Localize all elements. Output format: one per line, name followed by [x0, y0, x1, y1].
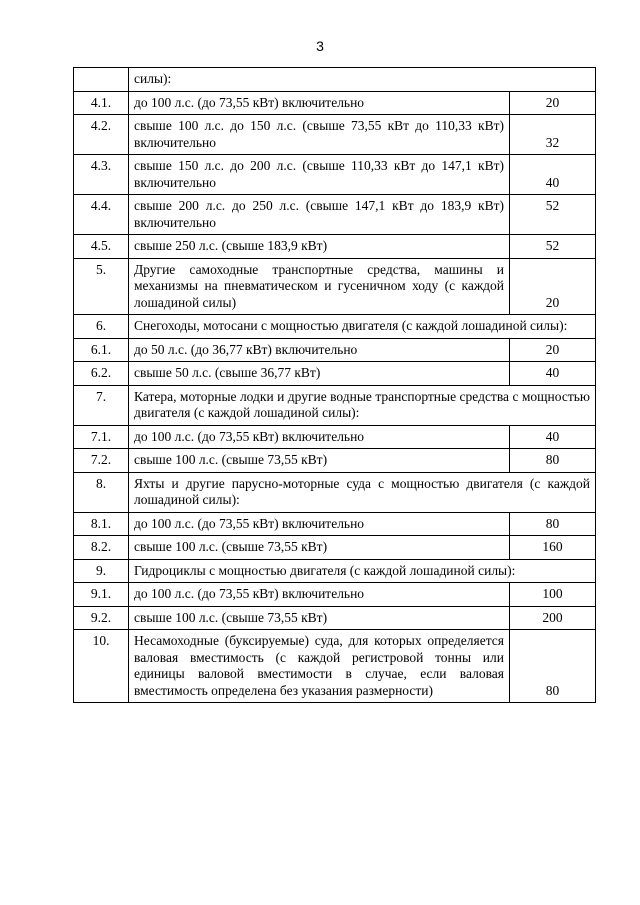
- row-number: 8.2.: [74, 536, 129, 560]
- row-description: Яхты и другие парусно-моторные суда с мощностью двигателя (с каждой лошадиной силы):: [129, 472, 596, 512]
- row-rate: 20: [510, 258, 596, 315]
- table-row: [74, 68, 596, 92]
- row-description: свыше 50 л.с. (свыше 36,77 кВт): [129, 362, 510, 386]
- row-number: 4.2.: [74, 115, 129, 155]
- tax-rate-table: [73, 67, 596, 703]
- row-number: [74, 68, 129, 92]
- row-rate: 80: [510, 630, 596, 703]
- row-description: свыше 150 л.с. до 200 л.с. (свыше 110,33 кВт до 147,1 кВт) включительно: [129, 155, 510, 195]
- table-row: [74, 425, 596, 449]
- row-rate: 40: [510, 425, 596, 449]
- row-rate: 40: [510, 362, 596, 386]
- row-number: 4.3.: [74, 155, 129, 195]
- row-number: 8.1.: [74, 512, 129, 536]
- row-number: 7.: [74, 385, 129, 425]
- table-row: [74, 449, 596, 473]
- row-rate: 200: [510, 606, 596, 630]
- row-number: 7.1.: [74, 425, 129, 449]
- row-description: свыше 100 л.с. (свыше 73,55 кВт): [129, 449, 510, 473]
- row-description: свыше 250 л.с. (свыше 183,9 кВт): [129, 235, 510, 259]
- row-number: 7.2.: [74, 449, 129, 473]
- table-row: [74, 235, 596, 259]
- table-row: [74, 512, 596, 536]
- row-description: силы):: [129, 68, 596, 92]
- row-number: 4.4.: [74, 195, 129, 235]
- table-row: [74, 472, 596, 512]
- row-description: свыше 100 л.с. до 150 л.с. (свыше 73,55 кВт до 110,33 кВт) включительно: [129, 115, 510, 155]
- row-number: 6.1.: [74, 338, 129, 362]
- table-row: [74, 115, 596, 155]
- table-row: [74, 630, 596, 703]
- row-rate: 40: [510, 155, 596, 195]
- row-rate: 52: [510, 195, 596, 235]
- table-row: [74, 559, 596, 583]
- table-row: [74, 338, 596, 362]
- row-description: Другие самоходные транспортные средства, машины и механизмы на пневматическом и гусеничном ходу (с каждой лошадиной силы): [129, 258, 510, 315]
- row-number: 9.1.: [74, 583, 129, 607]
- table-row: [74, 606, 596, 630]
- row-rate: 52: [510, 235, 596, 259]
- table-row: [74, 362, 596, 386]
- row-description: свыше 100 л.с. (свыше 73,55 кВт): [129, 536, 510, 560]
- row-number: 6.: [74, 315, 129, 339]
- row-description: Снегоходы, мотосани с мощностью двигателя (с каждой лошадиной силы):: [129, 315, 596, 339]
- row-description: до 100 л.с. (до 73,55 кВт) включительно: [129, 425, 510, 449]
- row-description: Гидроциклы с мощностью двигателя (с каждой лошадиной силы):: [129, 559, 596, 583]
- row-number: 9.: [74, 559, 129, 583]
- row-rate: 20: [510, 91, 596, 115]
- row-description: свыше 100 л.с. (свыше 73,55 кВт): [129, 606, 510, 630]
- row-number: 8.: [74, 472, 129, 512]
- row-number: 4.1.: [74, 91, 129, 115]
- row-rate: 100: [510, 583, 596, 607]
- row-number: 9.2.: [74, 606, 129, 630]
- row-rate: 32: [510, 115, 596, 155]
- row-number: 10.: [74, 630, 129, 703]
- row-description: до 100 л.с. (до 73,55 кВт) включительно: [129, 512, 510, 536]
- row-description: до 50 л.с. (до 36,77 кВт) включительно: [129, 338, 510, 362]
- table-row: [74, 155, 596, 195]
- row-description: до 100 л.с. (до 73,55 кВт) включительно: [129, 583, 510, 607]
- row-rate: 160: [510, 536, 596, 560]
- row-description: Несамоходные (буксируемые) суда, для которых определяется валовая вместимость (с каждой регистровой тонны или единицы валовой вместимости в случае, если валовая вместимость определена без указания размерности): [129, 630, 510, 703]
- page-number: 3: [316, 38, 324, 54]
- row-description: Катера, моторные лодки и другие водные транспортные средства с мощностью двигателя (с каждой лошадиной силы):: [129, 385, 596, 425]
- row-number: 4.5.: [74, 235, 129, 259]
- table-row: [74, 315, 596, 339]
- table-row: [74, 91, 596, 115]
- row-description: до 100 л.с. (до 73,55 кВт) включительно: [129, 91, 510, 115]
- table-row: [74, 385, 596, 425]
- row-number: 5.: [74, 258, 129, 315]
- table-row: [74, 583, 596, 607]
- table-row: [74, 195, 596, 235]
- table-row: [74, 536, 596, 560]
- table-row: [74, 258, 596, 315]
- row-rate: 80: [510, 512, 596, 536]
- row-rate: 80: [510, 449, 596, 473]
- row-description: свыше 200 л.с. до 250 л.с. (свыше 147,1 кВт до 183,9 кВт) включительно: [129, 195, 510, 235]
- row-number: 6.2.: [74, 362, 129, 386]
- row-rate: 20: [510, 338, 596, 362]
